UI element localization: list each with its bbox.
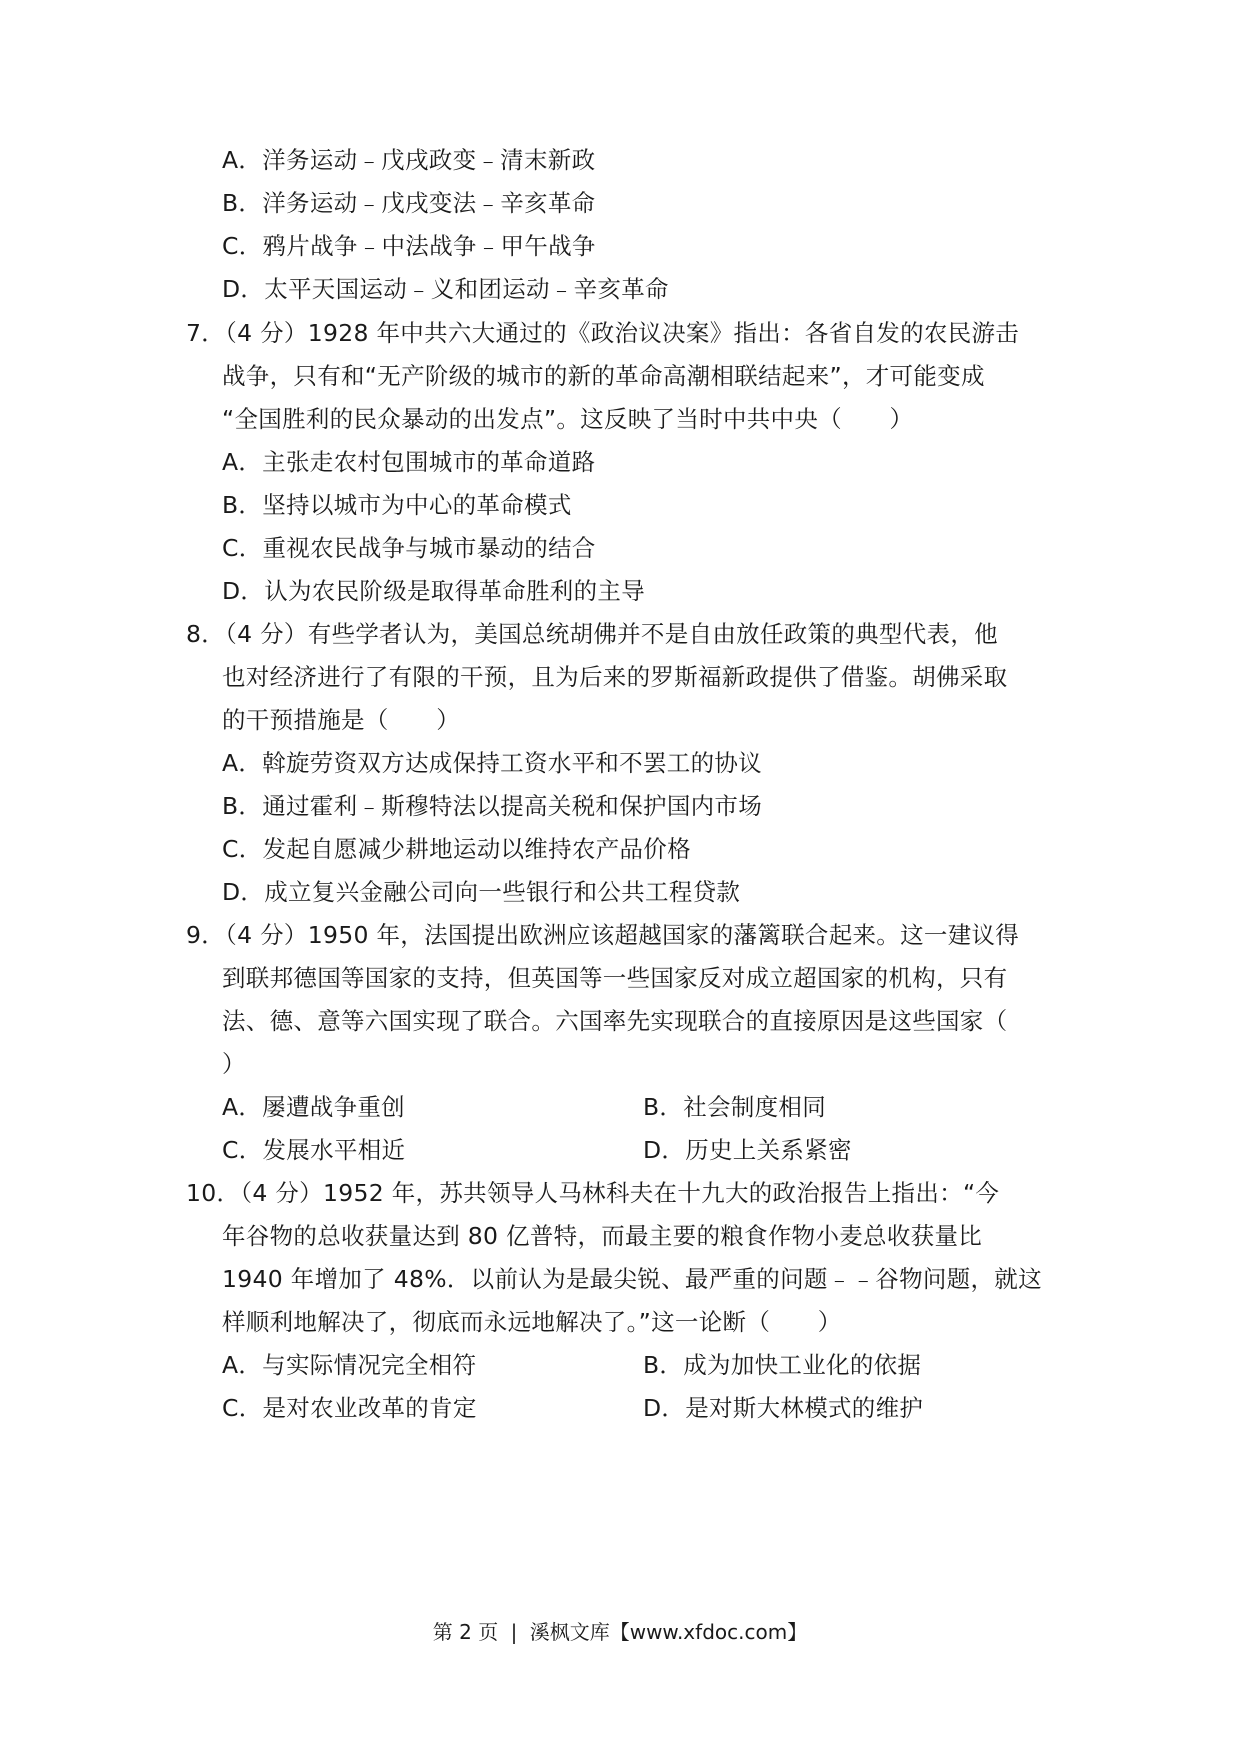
q10-stem-line-1: 10．（4 分）1952 年，苏共领导人马林科夫在十九大的政治报告上指出：“今 <box>186 1179 1000 1207</box>
q10-option-c: C．是对农业改革的肯定 <box>222 1394 477 1422</box>
q6-option-b: B．洋务运动﹣戊戌变法﹣辛亥革命 <box>222 189 596 217</box>
q10-stem-line-2: 年谷物的总收获量达到 80 亿普特，而最主要的粮食作物小麦总收获量比 <box>222 1222 983 1250</box>
q9-stem-line-2: 到联邦德国等国家的支持，但英国等一些国家反对成立超国家的机构，只有 <box>222 964 1008 992</box>
q8-option-c: C．发起自愿减少耕地运动以维持农产品价格 <box>222 835 691 863</box>
q10-option-a: A．与实际情况完全相符 <box>222 1351 477 1379</box>
q7-option-d: D．认为农民阶级是取得革命胜利的主导 <box>222 577 645 605</box>
q8-option-a: A．斡旋劳资双方达成保持工资水平和不罢工的协议 <box>222 749 762 777</box>
q9-option-a: A．屡遭战争重创 <box>222 1093 405 1121</box>
q9-stem-line-4: ） <box>222 1050 246 1078</box>
footer-library-link[interactable]: 溪枫文库【www.xfdoc.com】 <box>529 1620 808 1644</box>
q8-stem-line-1: 8．（4 分）有些学者认为，美国总统胡佛并不是自由放任政策的典型代表，他 <box>186 620 998 648</box>
q7-stem-line-2: 战争，只有和“无产阶级的城市的新的革命高潮相联结起来”，才可能变成 <box>222 362 985 390</box>
q9-option-d: D．历史上关系紧密 <box>643 1136 852 1164</box>
q8-option-d: D．成立复兴金融公司向一些银行和公共工程贷款 <box>222 878 741 906</box>
q8-option-b: B．通过霍利﹣斯穆特法以提高关税和保护国内市场 <box>222 792 763 820</box>
q6-option-c: C．鸦片战争﹣中法战争﹣甲午战争 <box>222 232 596 260</box>
footer-separator: | <box>510 1620 518 1644</box>
q8-stem-line-2: 也对经济进行了有限的干预，且为后来的罗斯福新政提供了借鉴。胡佛采取 <box>222 663 1008 691</box>
q8-stem-line-3: 的干预措施是（ ） <box>222 706 460 734</box>
q7-stem-line-1: 7．（4 分）1928 年中共六大通过的《政治议决案》指出：各省自发的农民游击 <box>186 319 1020 347</box>
q9-option-b: B．社会制度相同 <box>643 1093 827 1121</box>
q7-stem-line-3: “全国胜利的民众暴动的出发点”。这反映了当时中共中央（ ） <box>222 405 914 433</box>
page-footer <box>0 1618 1240 1646</box>
q7-option-a: A．主张走农村包围城市的革命道路 <box>222 448 596 476</box>
q9-stem-line-1: 9．（4 分）1950 年，法国提出欧洲应该超越国家的藩篱联合起来。这一建议得 <box>186 921 1020 949</box>
q10-stem-line-3: 1940 年增加了 48%．以前认为是最尖锐、最严重的问题﹣﹣谷物问题，就这 <box>222 1265 1042 1293</box>
q9-stem-line-3: 法、德、意等六国实现了联合。六国率先实现联合的直接原因是这些国家（ <box>222 1007 1008 1035</box>
q7-option-b: B．坚持以城市为中心的革命模式 <box>222 491 572 519</box>
q10-option-d: D．是对斯大林模式的维护 <box>643 1394 924 1422</box>
q10-stem-line-4: 样顺利地解决了，彻底而永远地解决了。”这一论断（ ） <box>222 1308 842 1336</box>
q10-option-b: B．成为加快工业化的依据 <box>643 1351 922 1379</box>
q9-option-c: C．发展水平相近 <box>222 1136 406 1164</box>
q7-option-c: C．重视农民战争与城市暴动的结合 <box>222 534 596 562</box>
q6-option-a: A．洋务运动﹣戊戌政变﹣清末新政 <box>222 146 596 174</box>
q6-option-d: D．太平天国运动﹣义和团运动﹣辛亥革命 <box>222 275 669 303</box>
page-number: 第 2 页 <box>432 1620 499 1644</box>
